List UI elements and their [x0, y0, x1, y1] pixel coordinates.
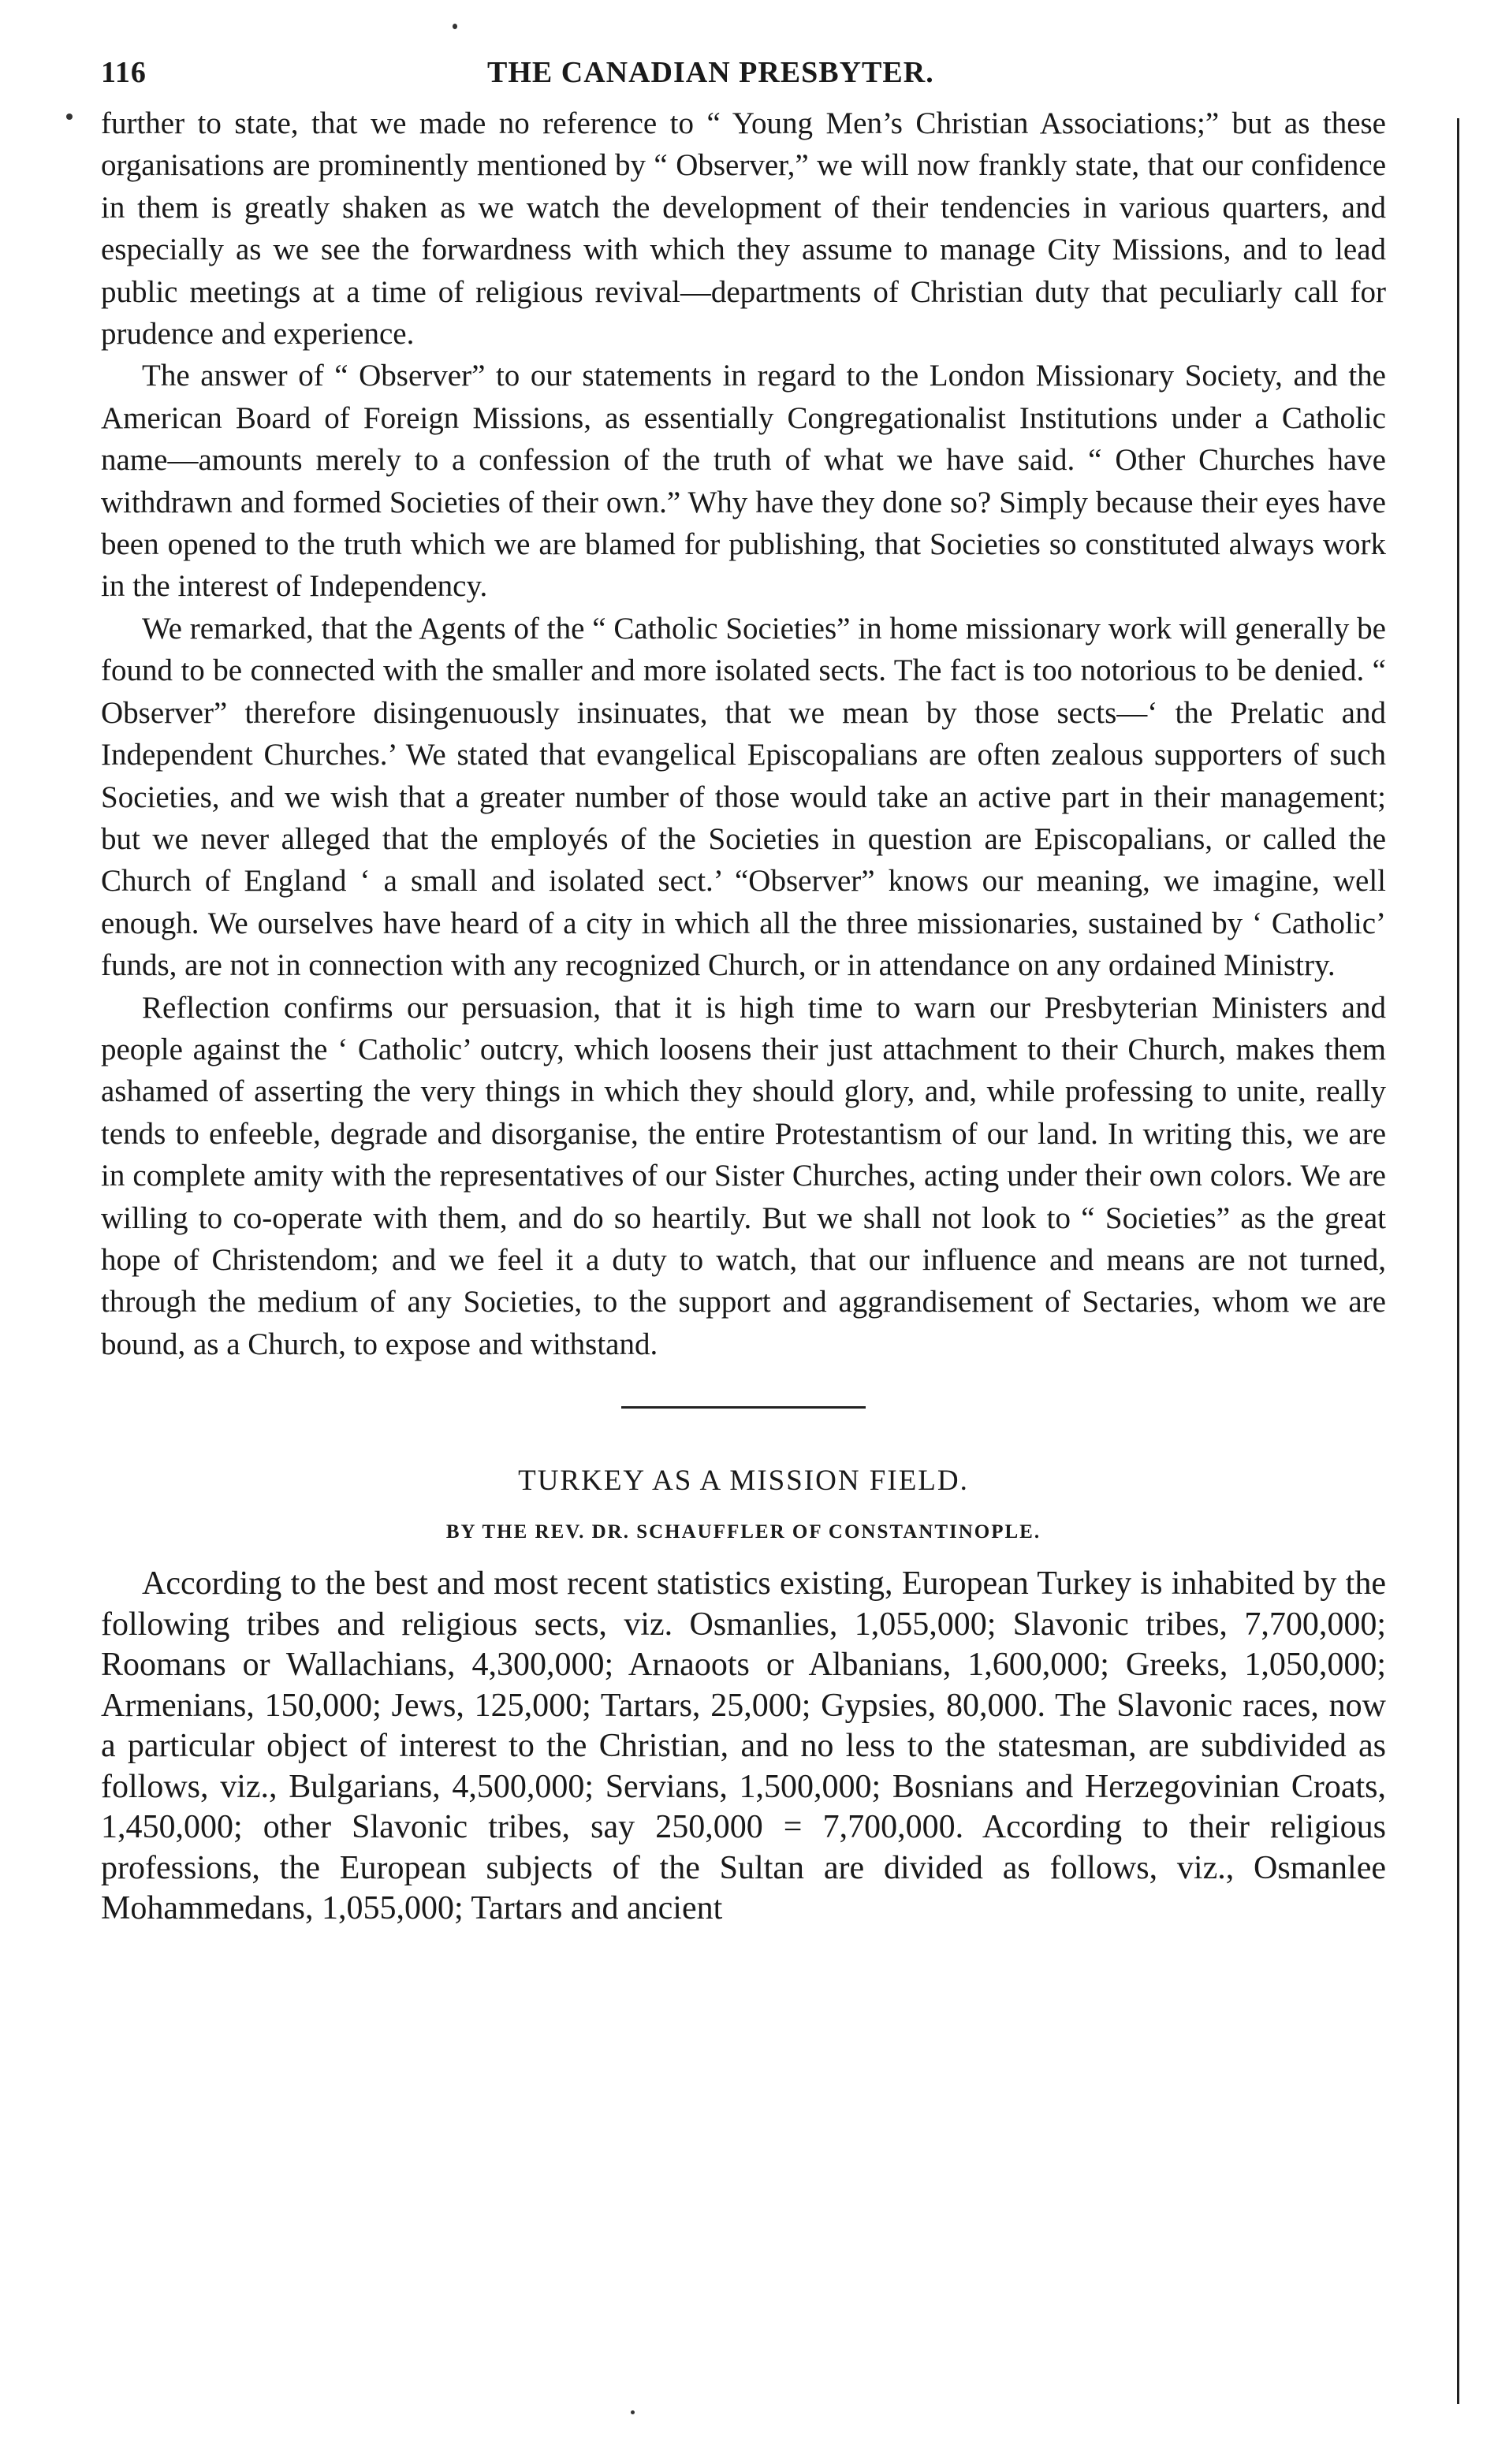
- document-page: [101, 47, 1386, 1930]
- article-body: [101, 1564, 1386, 1930]
- section-divider: [621, 1406, 866, 1409]
- running-head: [101, 47, 1386, 102]
- page-edge-line: [1457, 118, 1459, 2404]
- print-speck: [66, 114, 73, 120]
- article-byline: BY THE REV. DR. SCHAUFFLER OF CONSTANTINOPLE.: [445, 1521, 1041, 1543]
- paragraph: According to the best and most recent statistics existing, European Turkey is inhabited by the following tribes and religious sects, viz. Osmanlies, 1,055,000; Slavonic tribes, 7,700,000; Roomans or Wallachians, 4,300,000; Arnaoots or Albanians, 1,600,000; Greeks, 1,050,000; Armenians, 150,000; Jews, 125,000; Tartars, 25,000; Gypsies, 80,000. The Slavonic races, now a particular object of interest to the Christian, and no less to the statesman, are subdivided as follows, viz., Bulgarians, 4,500,000; Servians, 1,500,000; Bosnians and Herzegovinian Croats, 1,450,000; other Slavonic tribes, say 250,000 = 7,700,000. According to their religious professions, the European subjects of the Sultan are divided as follows, viz., Osmanlee Mohammedans, 1,055,000; Tartars and ancient: [101, 1565, 1386, 1927]
- print-speck: [631, 2410, 635, 2414]
- editorial-body: [101, 102, 1386, 1365]
- print-speck: [453, 24, 457, 29]
- paragraph: further to state, that we made no reference to “ Young Men’s Christian Associations;” but as these organisations are prominently mentioned by “ Observer,” we will now frankly state, that our confidence in them is greatly shaken as we watch the development of their tendencies in various quarters, and especially as we see the forwardness with which they assume to manage City Missions, and to lead public meetings at a time of religious revival—departments of Christian duty that peculiarly call for prudence and experience.: [101, 106, 1386, 352]
- journal-title: THE CANADIAN PRESBYTER.: [487, 56, 934, 89]
- paragraph: We remarked, that the Agents of the “ Catholic Societies” in home missionary work will generally be found to be connected with the smaller and more isolated sects. The fact is too notorious to be denied. “ Observer” therefore disingenuously insinuates, that we mean by those sects—‘ the Prelatic and Independent Churches.’ We stated that evangelical Episcopalians are often zealous supporters of such Societies, and we wish that a greater number of those would take an active part in their management; but we never alleged that the employés of the Societies in question are Episcopalians, or called the Church of England ‘ a small and isolated sect.’ “Observer” knows our meaning, we imagine, well enough. We ourselves have heard of a city in which all the three missionaries, sustained by ‘ Catholic’ funds, are not in connection with any recognized Church, or in attendance on any ordained Ministry.: [101, 611, 1386, 983]
- page-number: 116: [101, 56, 147, 89]
- paragraph: Reflection confirms our persuasion, that it is high time to warn our Presbyterian Ministers and people against the ‘ Catholic’ outcry, which loosens their just attachment to their Church, makes them ashamed of asserting the very things in which they should glory, and, while professing to unite, really tends to enfeeble, degrade and disorganise, the entire Protestantism of our land. In writing this, we are in complete amity with the representatives of our Sister Churches, acting under their own colors. We are willing to co-operate with them, and do so heartily. But we shall not look to “ Societies” as the great hope of Christendom; and we feel it a duty to watch, that our influence and means are not turned, through the medium of any Societies, to the support and aggrandisement of Sectaries, whom we are bound, as a Church, to expose and withstand.: [101, 990, 1386, 1361]
- article-title: TURKEY AS A MISSION FIELD.: [518, 1465, 969, 1498]
- paragraph: The answer of “ Observer” to our statements in regard to the London Missionary Society, and the American Board of Foreign Missions, as essentially Congregationalist Institutions under a Catholic name—amounts merely to a confession of the truth of what we have said. “ Other Churches have withdrawn and formed Societies of their own.” Why have they done so? Simply because their eyes have been opened to the truth which we are blamed for publishing, that Societies so constituted always work in the interest of Independency.: [101, 359, 1386, 604]
